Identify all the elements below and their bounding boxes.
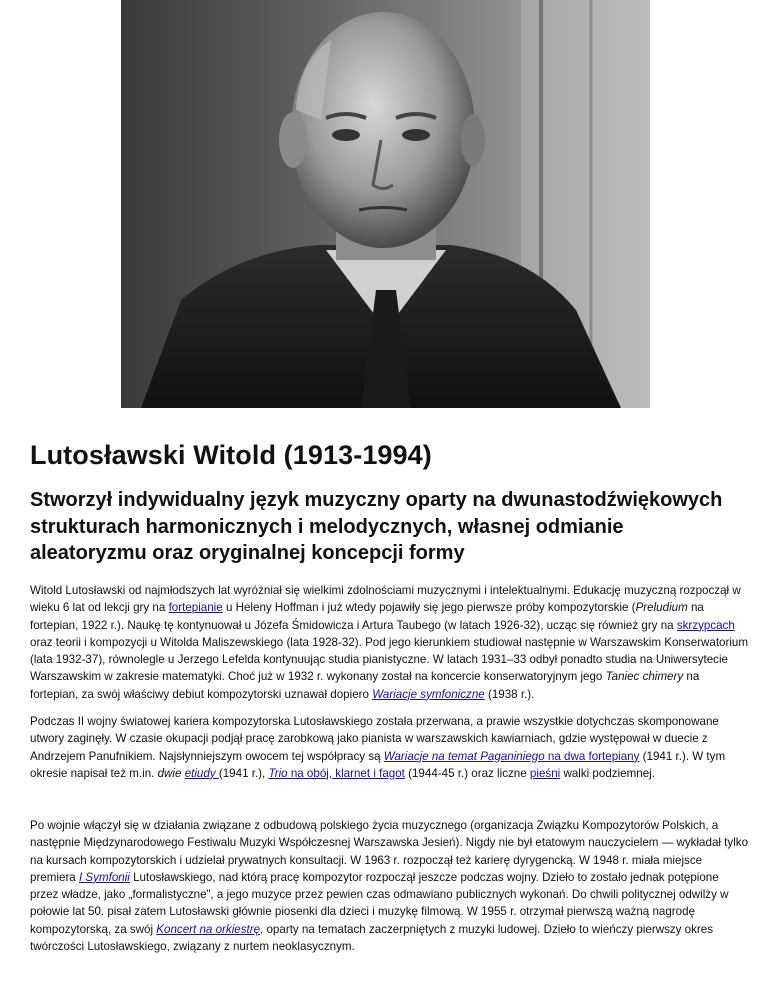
paragraph-2	[30, 713, 750, 782]
page-title: Lutosławski Witold (1913-1994)	[30, 440, 432, 470]
link-etiudy[interactable]: etiudy	[184, 766, 219, 780]
p1-text-6: (1938 r.).	[484, 687, 535, 701]
portrait-photo	[121, 0, 650, 408]
p1-text-2: u Heleny Hoffman i już wtedy pojawiły się jego pierwsze próby kompozytorskie (	[222, 601, 636, 615]
link-wariacje-symfoniczne[interactable]: Wariacje symfoniczne	[372, 687, 485, 701]
link-koncert-na-orkiestre[interactable]: Koncert na orkiestrę	[156, 922, 261, 936]
link-trio-rest: na obój, klarnet i fagot	[287, 766, 405, 780]
p2-text-5: (1944-45 r.) oraz liczne	[404, 766, 530, 780]
p3-text-3: , oparty na tematach zaczerpniętych z muzyki ludowej. Dzieło to wieńczy pierwszy okres twórczości Lutosławskiego, związany z nurtem neoklasycznym.	[30, 922, 714, 954]
p2-text-1: Podczas II wojny światowej kariera kompozytorska Lutosławskiego została przerwana, a prawie wszystkie dotychczas skomponowane utwory zaginęły. W czasie okupacji podjął pracę zarobkową jako pianista w warszawskich kawiarniach, gdzie występował w duecie z Andrzejem Panufnikiem. Najsłynniejszym owocem tej współpracy są	[30, 715, 719, 763]
p2-text-4: (1941 r.),	[218, 766, 269, 780]
p1-text-1: Witold Lutosławski od najmłodszych lat wyróżniał się wielkimi zdolnościami muzycznymi i intelektualnymi. Edukację muzyczną rozpoczął w wieku 6 lat od lekcji gry na	[30, 584, 741, 615]
paragraph-3	[30, 817, 750, 955]
p3-text-1: Po wojnie włączył się w działania związane z odbudową polskiego życia muzycznego (organizacja Związku Kompozytorów Polskich, a następnie Międzynarodowego Festiwalu Muzyki Współczesnej Warszawska Jesień). Nigdy nie był etatowym nauczycielem — wykładał tylko na kursach kompozytorskich i udzielał prywatnych konsultacji. W 1963 r. rozpoczął też karierę dyrygencką. W 1948 r. miała miejsce premiera	[30, 819, 749, 884]
p1-text-5: na fortepian, za swój właściwy debiut kompozytorski uznawał dopiero	[30, 670, 700, 701]
p2-text-2: (1941 r.). W tym okresie napisał też m.in.	[30, 749, 726, 780]
p1-emphasis-preludium: Preludium	[635, 601, 688, 615]
link-trio[interactable]	[268, 767, 404, 780]
link-wariacje-paganini-rest: na dwa fortepiany	[544, 749, 640, 763]
portrait-image	[121, 0, 650, 408]
page-subtitle: Stworzył indywidualny język muzyczny oparty na dwunastodźwiękowych strukturach harmonicznych i melodycznych, własnej odmianie aleatoryzmu oraz oryginalnej koncepcji formy	[30, 489, 723, 564]
p2-text-6: walki podziemnej.	[560, 766, 655, 780]
link-i-symfonia[interactable]: I Symfonii	[78, 870, 130, 884]
p2-emphasis-dwie: dwie	[157, 766, 182, 780]
link-skrzypcach[interactable]: skrzypcach	[676, 618, 735, 632]
link-fortepianie[interactable]: fortepianie	[168, 601, 223, 615]
link-piesni[interactable]: pieśni	[529, 766, 561, 780]
p1-text-3: na fortepian, 1922 r.). Naukę tę kontynuował u Józefa Śmidowicza i Artura Taubego (w latach 1926-32), ucząc się również gry na	[30, 601, 704, 632]
p1-emphasis-taniec-chimery: Taniec chimery	[605, 670, 684, 684]
paragraph-1	[30, 582, 750, 703]
link-wariacje-paganini[interactable]	[384, 750, 640, 763]
link-trio-italic: Trio	[268, 766, 288, 780]
p1-text-4: oraz teorii i kompozycji u Witolda Maliszewskiego (lata 1928-32). Pod jego kierunkiem studiował następnie w Warszawskim Konserwatorium (lata 1932-37), równolegle u Jerzego Lefelda kontynuując studia pianistyczne. W latach 1931–33 odbył ponadto studia na Uniwersytecie Warszawskim w zakresie matematyki. Choć już w 1932 r. wykonany został na koncercie konserwatoryjnym jego	[30, 635, 749, 684]
link-wariacje-paganini-italic: Wariacje na temat Paganiniego	[383, 749, 545, 763]
p3-text-2: Lutosławskiego, nad którą pracę kompozytor rozpoczął jeszcze podczas wojny. Dzieło to zostało jednak potępione przez władze, jako „formalistyczne”, a jego muzyce przez pewien czas odmawiano publicznych wykonań. Do chwili politycznej odwilży w połowie lat 50. pisał zatem Lutosławski głównie piosenki dla dzieci i muzykę filmową. W 1955 r. otrzymał pierwszą ważną nagrodę kompozytorską, za swój	[30, 870, 729, 936]
